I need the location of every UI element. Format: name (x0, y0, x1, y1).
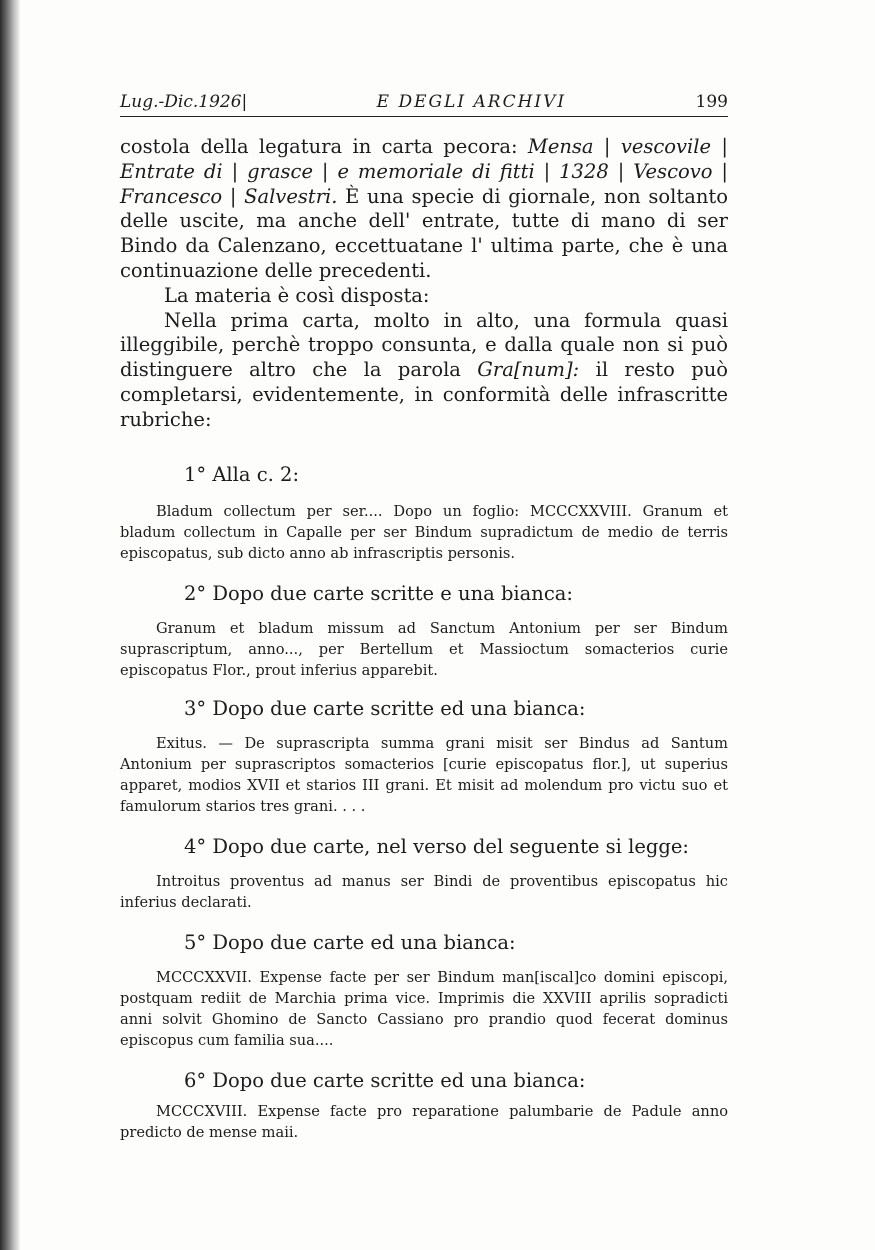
quoted-rubric: MCCCXXVII. Expense facte per ser Bindum man[iscal]co domini episcopi, postquam rediit de Marchia prima vice. Imprimis die XXVIII aprilis sopradicti anni solvit Ghomino de Sancto Cassiano pro prandio quod fecerat dominus episcopus cum familia sua.... (120, 968, 728, 1049)
running-title: E DEGLI ARCHIVI (376, 92, 567, 112)
section-heading: 3° Dopo due carte scritte ed una bianca: (184, 696, 586, 720)
section-heading: 4° Dopo due carte, nel verso del seguente si legge: (184, 834, 689, 858)
book-binding-edge (0, 0, 20, 1250)
journal-issue-date: Lug.-Dic.1926| (120, 92, 248, 112)
quoted-rubric: Introitus proventus ad manus ser Bindi de proventibus episcopatus hic inferius declarati. (120, 872, 728, 911)
section-5 (120, 931, 728, 1051)
running-head (120, 92, 728, 117)
section-heading: 6° Dopo due carte scritte ed una bianca: (184, 1068, 586, 1092)
section-2 (120, 582, 728, 681)
section-3 (120, 697, 728, 817)
section-4 (120, 835, 728, 913)
quoted-rubric: MCCCXVIII. Expense facte pro reparatione palumbarie de Padule anno predicto de mense maii. (120, 1102, 728, 1141)
paragraph: costola della legatura in carta pecora: Mensa | vescovile | Entrate di | grasce | e memoriale di fitti | 1328 | Vescovo | Francesco | Salvestri. È una specie di giornale, non soltanto delle uscite, ma anche dell' entrate, tutte di mano di ser Bindo da Calenzano, eccettuatane l' ultima parte, che è una continuazione delle precedenti. (120, 135, 728, 282)
page-number: 199 (695, 92, 728, 112)
section-1 (120, 463, 728, 564)
section-heading: 1° Alla c. 2: (184, 462, 300, 486)
section-6 (120, 1069, 728, 1143)
quoted-rubric: Exitus. — De suprascripta summa grani misit ser Bindus ad Santum Antonium per suprascriptos somacterios [curie episcopatus flor.], ut superius apparet, modios XVII et starios III grani. Et misit ad molendum pro victu suo et famulorum starios tres grani. . . . (120, 734, 728, 815)
section-heading: 5° Dopo due carte ed una bianca: (184, 930, 516, 954)
page (120, 92, 728, 1143)
quoted-rubric: Bladum collectum per ser.... Dopo un foglio: MCCCXXVIII. Granum et bladum collectum in Capalle per ser Bindum supradictum de medio de terris episcopatus, sub dicto anno ab infrascriptis personis. (120, 502, 728, 562)
formula-word-italic: Gra[num]: (477, 358, 580, 382)
body-text (120, 135, 728, 433)
section-heading: 2° Dopo due carte scritte e una bianca: (184, 581, 573, 605)
paragraph: La materia è così disposta: (164, 283, 430, 307)
paragraph: Nella prima carta, molto in alto, una formula quasi illeggibile, perchè troppo consunta, e dalla quale non si può distinguere altro che la parola Gra[num]: il resto può completarsi, evidentemente, in conformità delle infrascritte rubriche: (120, 308, 729, 431)
binding-label-italic: Mensa | vescovile | Entrate di | grasce | e memoriale di fitti | 1328 | Vescovo | Francesco | Salvestri. (120, 135, 728, 208)
quoted-rubric: Granum et bladum missum ad Sanctum Antonium per ser Bindum suprascriptum, anno..., per Bertellum et Massioctum somacterios curie episcopatus Flor., prout inferius apparebit. (120, 619, 728, 679)
